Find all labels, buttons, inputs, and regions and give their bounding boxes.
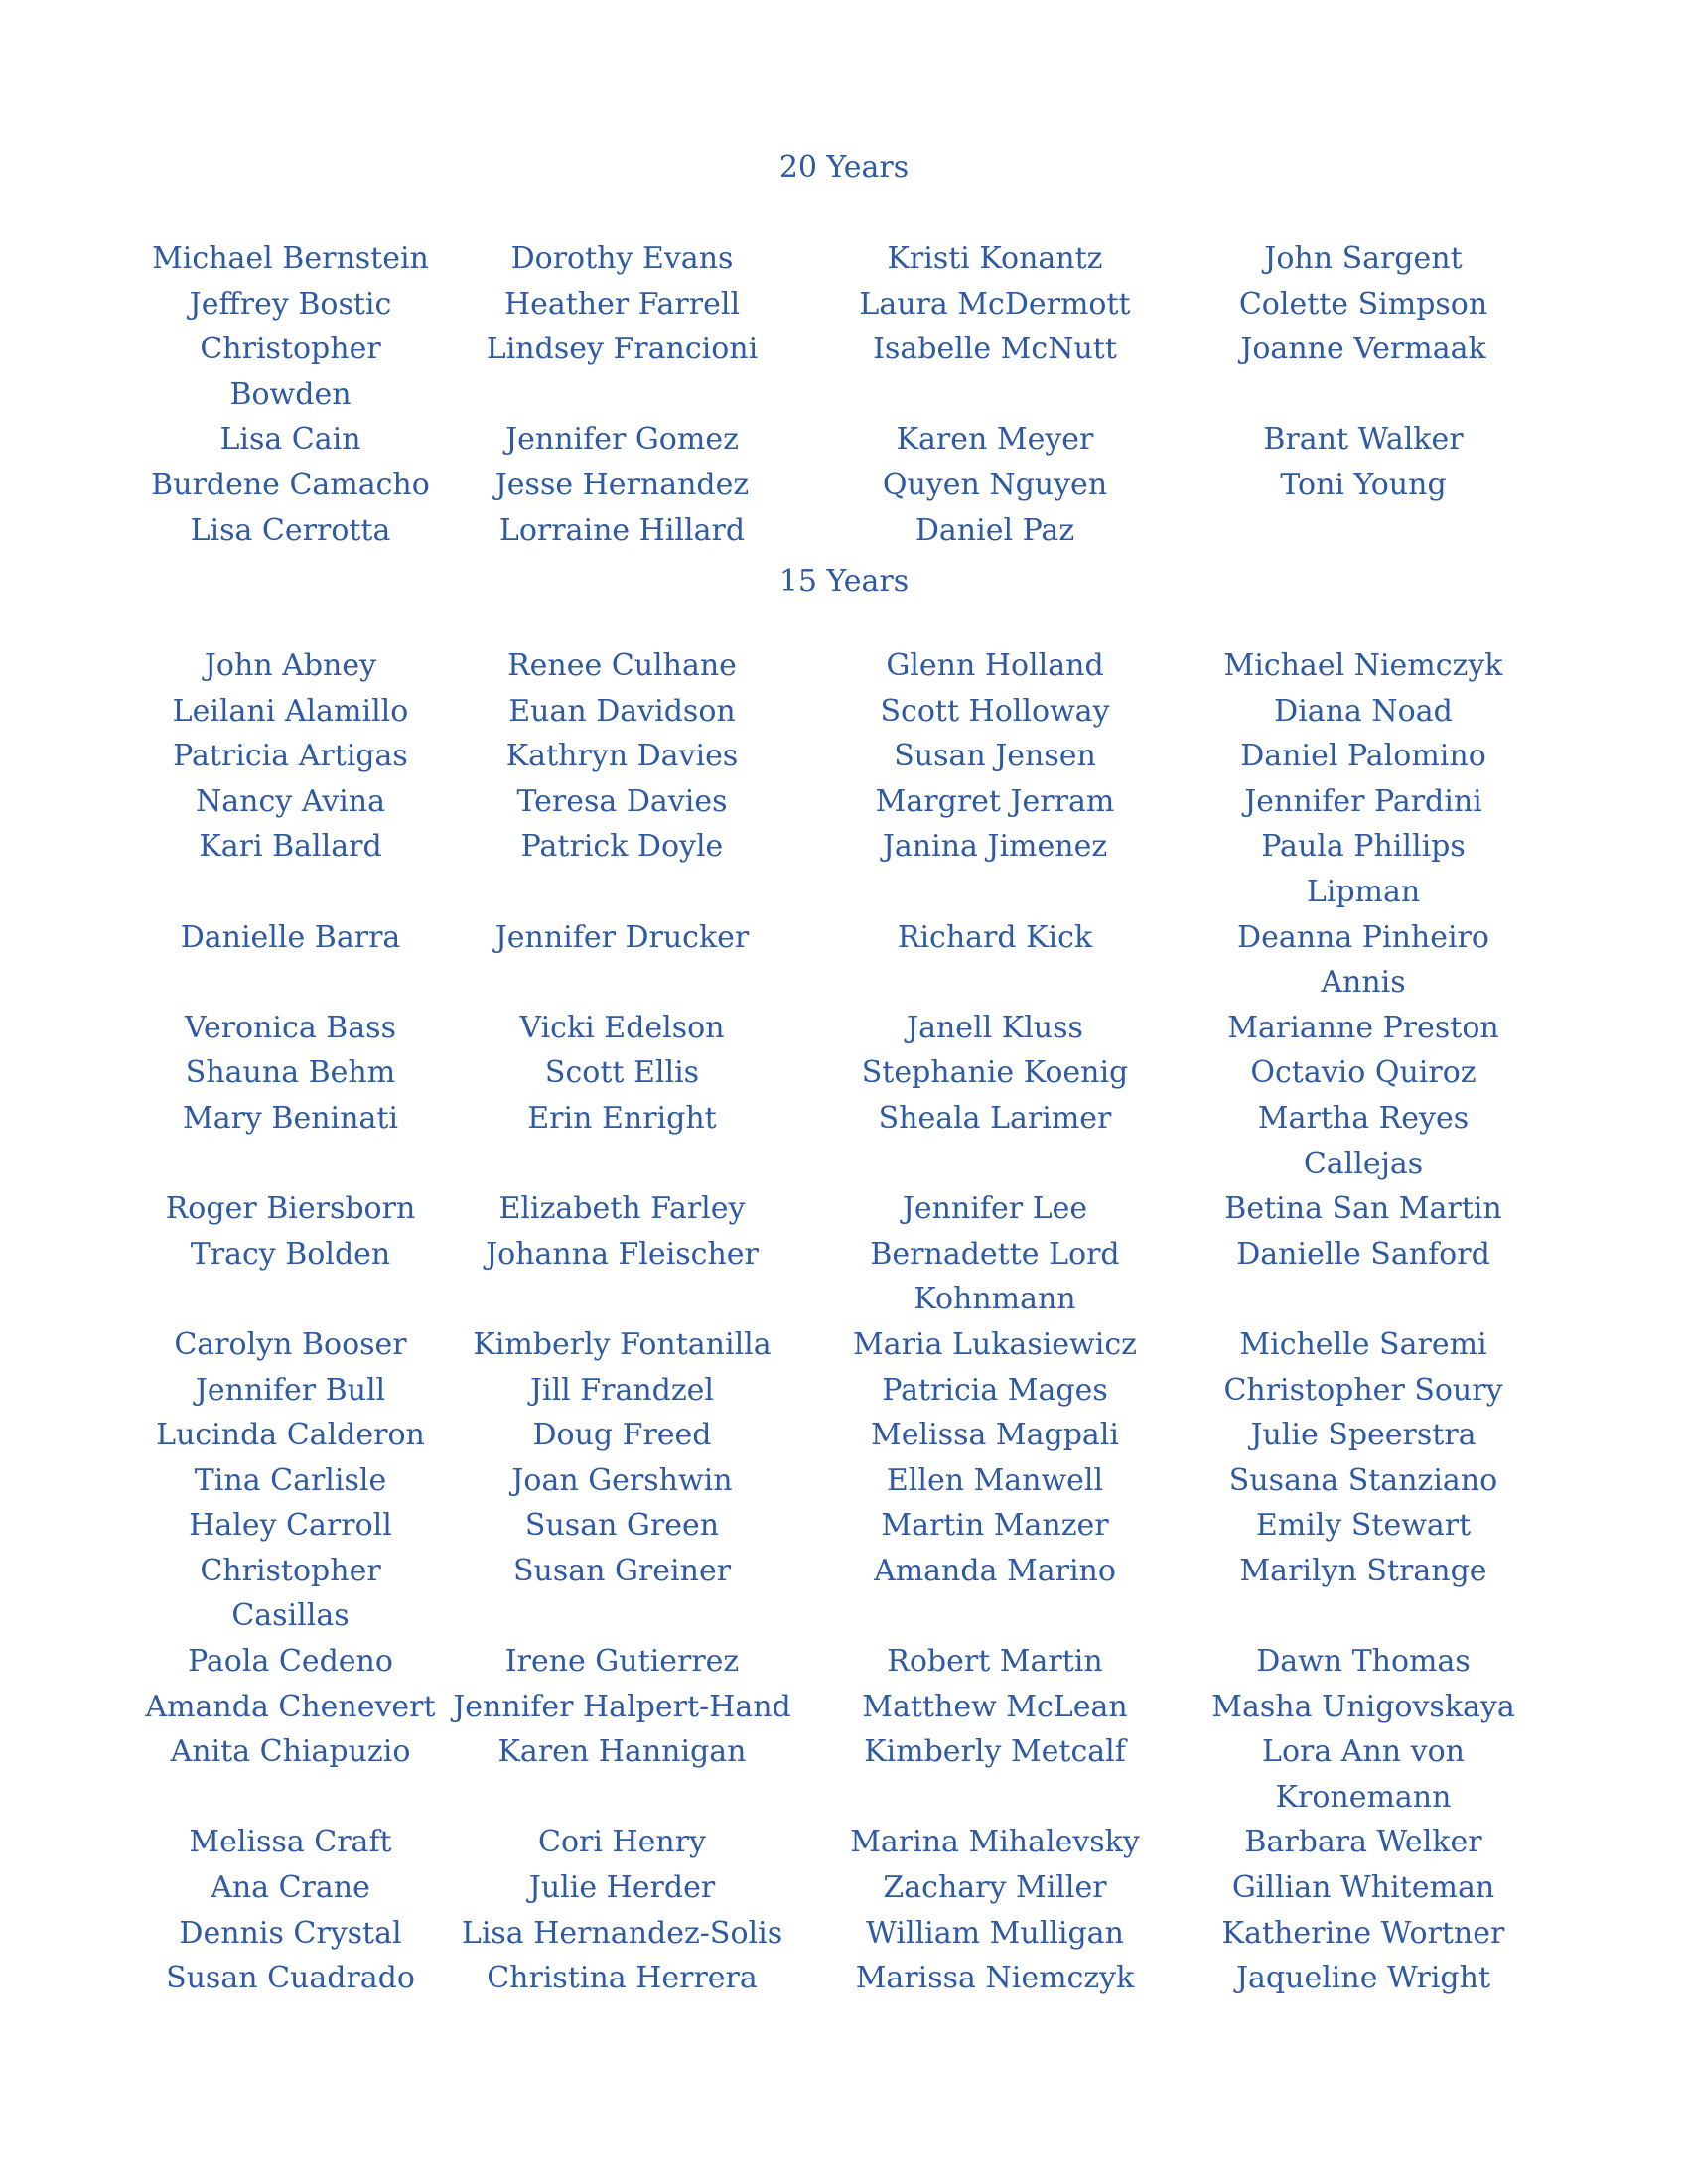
name-entry: Carolyn Booser xyxy=(174,1326,407,1362)
name-entry: Renee Culhane xyxy=(507,648,737,683)
name-entry: Michael Bernstein xyxy=(152,241,429,276)
name-entry: Christopher Casillas xyxy=(200,1553,381,1634)
name-entry: John Abney xyxy=(204,648,377,683)
name-entry: Danielle Barra xyxy=(180,919,401,955)
name-entry xyxy=(1183,508,1544,554)
name-entry: Susan Jensen xyxy=(894,739,1096,774)
name-entry: Julie Herder xyxy=(528,1870,716,1906)
name-entry: Kristi Konantz xyxy=(887,241,1103,276)
name-entry: Paula Phillips Lipman xyxy=(1261,829,1466,909)
name-entry: Jennifer Drucker xyxy=(494,919,750,955)
name-entry: Jennifer Pardini xyxy=(1244,783,1482,819)
name-entry: Jill Frandzel xyxy=(529,1372,715,1408)
name-entry: Lucinda Calderon xyxy=(156,1418,425,1453)
name-entry: Susan Cuadrado xyxy=(166,1961,415,1996)
name-entry: Ana Crane xyxy=(211,1870,370,1906)
name-entry: Lindsey Francioni xyxy=(486,332,759,367)
name-entry: Melissa Craft xyxy=(189,1825,392,1860)
name-entry: Marilyn Strange xyxy=(1239,1553,1487,1588)
name-entry: Bernadette Lord Kohnmann xyxy=(870,1236,1120,1317)
name-entry: Elizabeth Farley xyxy=(498,1191,746,1227)
name-entry: Scott Holloway xyxy=(880,693,1110,729)
name-entry: Deanna Pinheiro Annis xyxy=(1237,919,1489,1001)
name-entry: Emily Stewart xyxy=(1255,1508,1472,1544)
name-entry: Patricia Artigas xyxy=(173,739,408,774)
name-entry: Masha Unigovskaya xyxy=(1211,1689,1515,1724)
name-entry: Marissa Niemczyk xyxy=(855,1961,1135,1996)
name-entry: Toni Young xyxy=(1280,467,1447,502)
name-entry: Jennifer Halpert-Hand xyxy=(453,1689,791,1724)
name-entry: Laura McDermott xyxy=(859,286,1131,322)
name-entry: Martin Manzer xyxy=(881,1508,1109,1544)
name-entry: Kari Ballard xyxy=(199,829,382,865)
name-entry: Gillian Whiteman xyxy=(1231,1870,1495,1906)
name-entry: Jennifer Gomez xyxy=(505,422,739,458)
name-entry: Susan Green xyxy=(524,1508,720,1544)
name-entry: Daniel Palomino xyxy=(1240,739,1486,774)
name-entry: Zachary Miller xyxy=(883,1870,1107,1906)
name-entry: Paola Cedeno xyxy=(188,1644,393,1680)
name-entry: Vicki Edelson xyxy=(519,1010,725,1045)
name-entry: Brant Walker xyxy=(1263,422,1464,458)
name-entry: Mary Beninati xyxy=(182,1100,398,1136)
name-entry: Roger Biersborn xyxy=(165,1191,416,1227)
name-entry: Matthew McLean xyxy=(862,1689,1128,1724)
name-entry: Irene Gutierrez xyxy=(504,1644,740,1680)
name-entry: Margret Jerram xyxy=(875,783,1115,819)
name-entry: Jennifer Lee xyxy=(902,1191,1088,1227)
names-grid-15-years xyxy=(0,643,1688,2001)
name-entry: Michael Niemczyk xyxy=(1223,648,1503,683)
name-entry: Susana Stanziano xyxy=(1228,1462,1498,1498)
name-entry: William Mulligan xyxy=(866,1915,1124,1951)
name-entry: Lisa Cain xyxy=(219,422,361,458)
name-entry: Julie Speerstra xyxy=(1250,1418,1477,1453)
name-entry: Christopher Bowden xyxy=(200,332,381,412)
name-entry: Christina Herrera xyxy=(487,1961,758,1996)
name-entry: Michelle Saremi xyxy=(1239,1326,1487,1362)
name-entry: Doug Freed xyxy=(532,1418,712,1453)
names-grid-20-years xyxy=(0,236,1688,553)
name-entry: Lisa Cerrotta xyxy=(190,512,391,548)
name-entry: Daniel Paz xyxy=(914,512,1075,548)
name-entry: John Sargent xyxy=(1264,241,1463,276)
name-entry: Isabelle McNutt xyxy=(873,332,1117,367)
name-entry: Joanne Vermaak xyxy=(1240,332,1486,367)
name-entry: Patrick Doyle xyxy=(520,829,724,865)
name-entry: Johanna Fleischer xyxy=(486,1236,759,1272)
name-entry: Euan Davidson xyxy=(508,693,736,729)
name-entry: Susan Greiner xyxy=(512,1553,732,1588)
name-entry: Colette Simpson xyxy=(1238,286,1488,322)
name-entry: Lora Ann von Kronemann xyxy=(1262,1734,1465,1815)
name-entry: Anita Chiapuzio xyxy=(170,1734,411,1770)
name-entry: Dennis Crystal xyxy=(179,1915,402,1951)
name-entry: Lisa Hernandez-Solis xyxy=(461,1915,783,1951)
section-heading-15-years: 15 Years xyxy=(778,564,910,599)
name-entry: Kathryn Davies xyxy=(505,739,739,774)
name-entry: Cori Henry xyxy=(537,1825,706,1860)
name-entry: Shauna Behm xyxy=(185,1055,396,1091)
name-entry: Joan Gershwin xyxy=(511,1462,733,1498)
name-entry: Heather Farrell xyxy=(503,286,741,322)
name-entry: Jennifer Bull xyxy=(195,1372,386,1408)
name-entry: Karen Hannigan xyxy=(497,1734,747,1770)
name-entry: Betina San Martin xyxy=(1224,1191,1502,1227)
name-entry: Nancy Avina xyxy=(196,783,385,819)
name-entry: Amanda Marino xyxy=(874,1553,1116,1588)
name-entry: Burdene Camacho xyxy=(151,467,430,502)
name-entry: Danielle Sanford xyxy=(1236,1236,1490,1272)
name-entry: Melissa Magpali xyxy=(871,1418,1119,1453)
name-entry: Kimberly Metcalf xyxy=(864,1734,1126,1770)
name-entry: Jaqueline Wright xyxy=(1236,1961,1490,1996)
name-entry: Amanda Chenevert xyxy=(145,1689,436,1724)
name-entry: Tina Carlisle xyxy=(194,1462,387,1498)
name-entry: Kimberly Fontanilla xyxy=(473,1326,772,1362)
name-entry: Dawn Thomas xyxy=(1256,1644,1471,1680)
name-entry: Barbara Welker xyxy=(1244,1825,1482,1860)
name-entry: Christopher Soury xyxy=(1223,1372,1503,1408)
name-entry: Diana Noad xyxy=(1274,693,1453,729)
name-entry: Patricia Mages xyxy=(882,1372,1108,1408)
name-entry: Veronica Bass xyxy=(185,1010,396,1045)
name-entry: Marianne Preston xyxy=(1227,1010,1499,1045)
name-entry: Marina Mihalevsky xyxy=(850,1825,1140,1860)
name-entry: Teresa Davies xyxy=(516,783,728,819)
name-entry: Sheala Larimer xyxy=(878,1100,1112,1136)
name-entry: Octavio Quiroz xyxy=(1250,1055,1477,1091)
name-entry: Martha Reyes Callejas xyxy=(1257,1100,1470,1181)
name-entry: Erin Enright xyxy=(527,1100,717,1136)
name-entry: Jesse Hernandez xyxy=(494,467,750,502)
name-entry: Jeffrey Bostic xyxy=(189,286,392,322)
name-entry: Karen Meyer xyxy=(896,422,1094,458)
name-entry: Stephanie Koenig xyxy=(861,1055,1129,1091)
name-entry: Tracy Bolden xyxy=(190,1236,391,1272)
name-entry: Katherine Wortner xyxy=(1221,1915,1505,1951)
name-entry: Leilani Alamillo xyxy=(172,693,409,729)
section-heading-20-years: 20 Years xyxy=(778,150,910,185)
name-entry: Robert Martin xyxy=(887,1644,1103,1680)
name-entry: Maria Lukasiewicz xyxy=(853,1326,1137,1362)
name-entry: Lorraine Hillard xyxy=(498,512,746,548)
name-entry: Janina Jimenez xyxy=(882,829,1108,865)
name-entry: Ellen Manwell xyxy=(886,1462,1104,1498)
name-entry: Haley Carroll xyxy=(189,1508,392,1544)
name-entry: Janell Kluss xyxy=(907,1010,1083,1045)
name-entry: Scott Ellis xyxy=(544,1055,700,1091)
name-entry: Glenn Holland xyxy=(886,648,1104,683)
name-entry: Richard Kick xyxy=(897,919,1093,955)
name-entry: Quyen Nguyen xyxy=(882,467,1108,502)
name-entry: Dorothy Evans xyxy=(510,241,734,276)
